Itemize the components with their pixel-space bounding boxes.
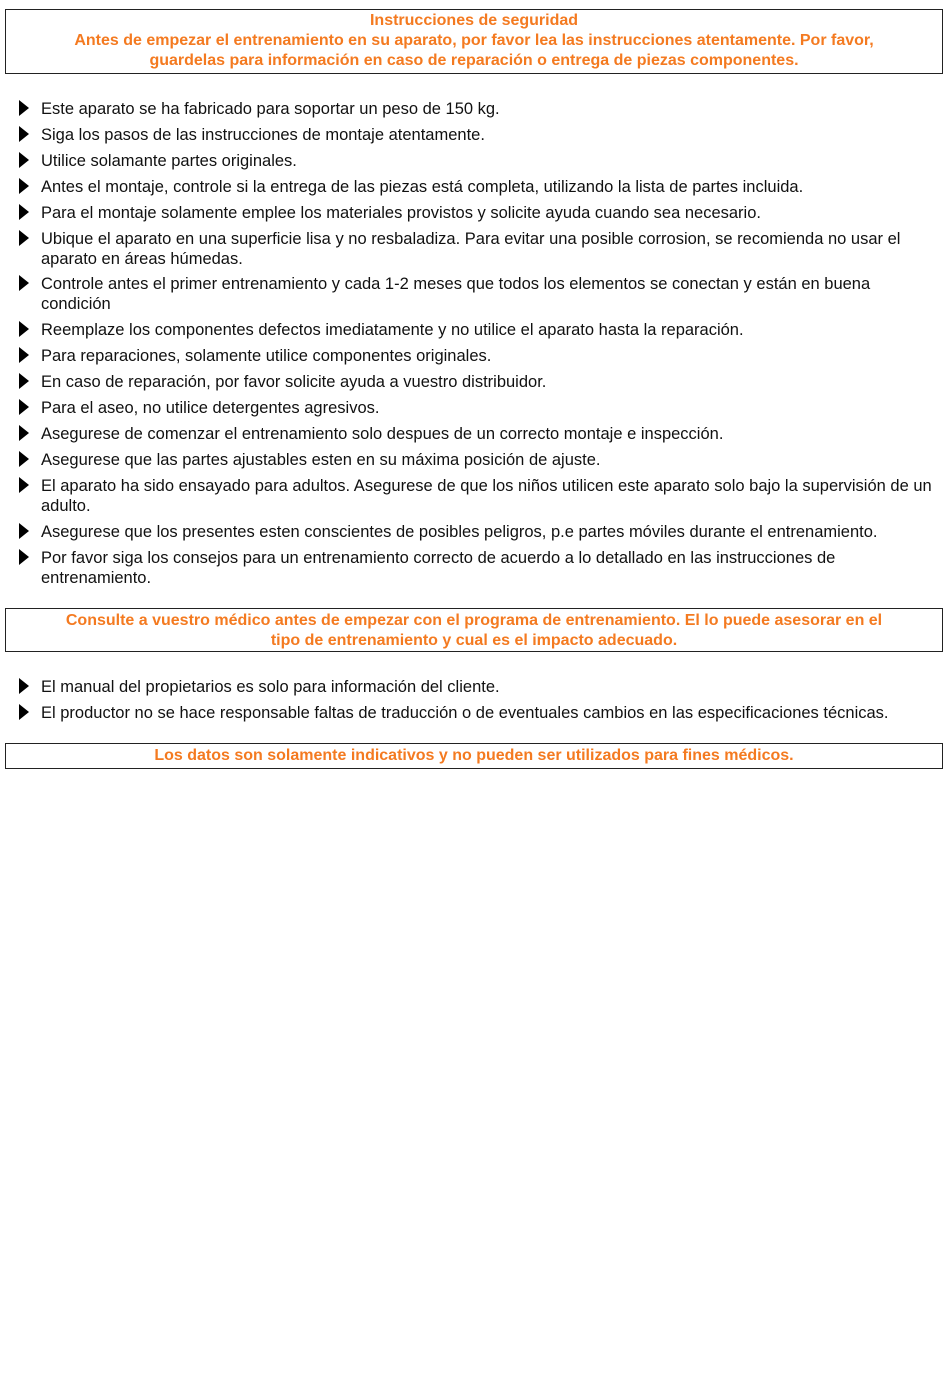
bullet-arrow-icon: [19, 321, 29, 337]
bullet-arrow-icon: [19, 178, 29, 194]
list-item: El productor no se hace responsable faltas de traducción o de eventuales cambios en las especificaciones técnicas.: [19, 703, 939, 723]
list-item: Asegurese que las partes ajustables esten en su máxima posición de ajuste.: [19, 450, 939, 470]
safety-header-box: [5, 9, 943, 74]
list-item: Por favor siga los consejos para un entrenamiento correcto de acuerdo a lo detallado en las instrucciones de entrenamiento.: [19, 548, 939, 588]
list-item: Para reparaciones, solamente utilice componentes originales.: [19, 346, 939, 366]
safety-intro-line-2: guardelas para información en caso de reparación o entrega de piezas componentes.: [149, 52, 799, 69]
medical-disclaimer-text: Los datos son solamente indicativos y no pueden ser utilizados para fines médicos.: [154, 747, 794, 764]
list-item: Ubique el aparato en una superficie lisa y no resbaladiza. Para evitar una posible corrosion, se recomienda no usar el aparato en áreas húmedas.: [19, 229, 939, 269]
consult-doctor-box: [5, 608, 943, 652]
bullet-arrow-icon: [19, 373, 29, 389]
bullet-arrow-icon: [19, 549, 29, 565]
safety-intro-line-1: Antes de empezar el entrenamiento en su aparato, por favor lea las instrucciones atentamente. Por favor,: [74, 32, 874, 49]
list-item: Para el aseo, no utilice detergentes agresivos.: [19, 398, 939, 418]
bullet-arrow-icon: [19, 523, 29, 539]
bullet-arrow-icon: [19, 704, 29, 720]
bullet-arrow-icon: [19, 678, 29, 694]
bullet-arrow-icon: [19, 275, 29, 291]
bullet-arrow-icon: [19, 399, 29, 415]
consult-line-1: Consulte a vuestro médico antes de empezar con el programa de entrenamiento. El lo puede asesorar en el: [65, 612, 883, 629]
consult-line-2: tipo de entrenamiento y cual es el impacto adecuado.: [270, 632, 678, 649]
list-item: Siga los pasos de las instrucciones de montaje atentamente.: [19, 125, 939, 145]
bullet-arrow-icon: [19, 204, 29, 220]
list-item: En caso de reparación, por favor solicite ayuda a vuestro distribuidor.: [19, 372, 939, 392]
safety-title: Instrucciones de seguridad: [369, 12, 579, 29]
medical-disclaimer-box: [5, 743, 943, 769]
list-item: Utilice solamante partes originales.: [19, 151, 939, 171]
list-item: Controle antes el primer entrenamiento y cada 1-2 meses que todos los elementos se conectan y están en buena condición: [19, 274, 939, 314]
list-item: Para el montaje solamente emplee los materiales provistos y solicite ayuda cuando sea necesario.: [19, 203, 939, 223]
list-item: Antes el montaje, controle si la entrega de las piezas está completa, utilizando la lista de partes incluida.: [19, 177, 939, 197]
bullet-arrow-icon: [19, 230, 29, 246]
list-item: El manual del propietarios es solo para información del cliente.: [19, 677, 939, 697]
list-item: El aparato ha sido ensayado para adultos. Asegurese de que los niños utilicen este aparato solo bajo la supervisión de un adulto.: [19, 476, 939, 516]
bullet-arrow-icon: [19, 100, 29, 116]
list-item: Asegurese que los presentes esten conscientes de posibles peligros, p.e partes móviles durante el entrenamiento.: [19, 522, 939, 542]
list-item: Reemplaze los componentes defectos imediatamente y no utilice el aparato hasta la reparación.: [19, 320, 939, 340]
list-item: Asegurese de comenzar el entrenamiento solo despues de un correcto montaje e inspección.: [19, 424, 939, 444]
bullet-arrow-icon: [19, 347, 29, 363]
bullet-arrow-icon: [19, 477, 29, 493]
bullet-arrow-icon: [19, 152, 29, 168]
bullet-arrow-icon: [19, 425, 29, 441]
bullet-arrow-icon: [19, 451, 29, 467]
bullet-arrow-icon: [19, 126, 29, 142]
list-item: Este aparato se ha fabricado para soportar un peso de 150 kg.: [19, 99, 939, 119]
